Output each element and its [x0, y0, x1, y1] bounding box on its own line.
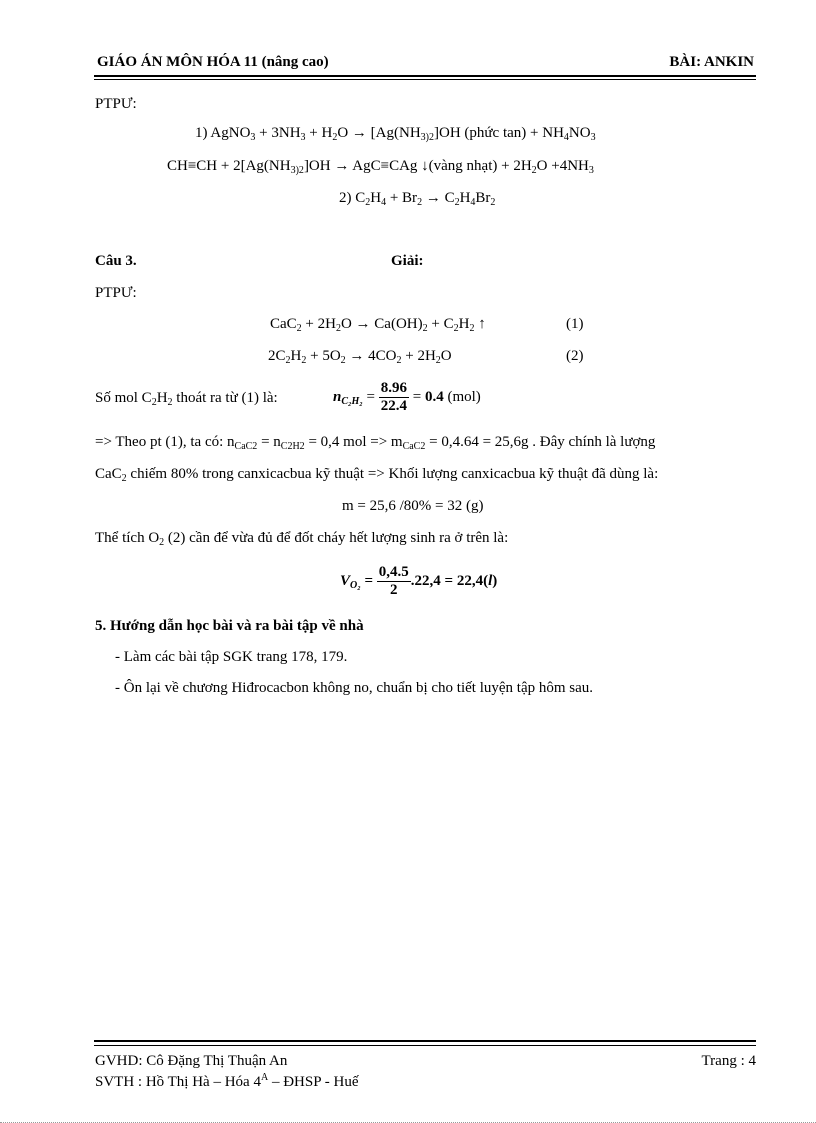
ptpu-label: PTPƯ:: [95, 96, 137, 112]
cac2-line: CaC$_2$ chiếm 80% trong canxicacbua kỹ thuật => Khối lượng canxicacbua kỹ thuật đã dùng là:: [95, 466, 659, 484]
footer-page: Trang : 4: [701, 1053, 756, 1069]
section5-item-1: - Làm các bài tập SGK trang 178, 179.: [115, 649, 348, 665]
section5-title: 5. Hướng dẫn học bài và ra bài tập về nhà: [95, 618, 364, 634]
reaction-2-number: (2): [566, 348, 584, 364]
footer-gvhd: GVHD: Cô Đặng Thị Thuận An: [95, 1053, 288, 1069]
equation-2: $CH\equiv CH + 2[Ag(NH_{3)2}]OH \to AgC\equiv CAg$ ↓(vàng nhạt) + $2H_2O +4NH_3$: [167, 158, 594, 176]
header-left: GIÁO ÁN MÔN HÓA 11 (nâng cao): [97, 54, 329, 70]
mol-formula: $n_{C_2H_2}$ = $\frac{8.96}{22.4}$ = 0.4 (mol): [333, 380, 481, 414]
equation-1: 1) AgNO$_3$ + $3NH_3 + H_2O \to [Ag(NH_{3)2}]OH$ (phức $\tan) + NH_4NO_3$: [195, 125, 596, 143]
header-rule: [94, 75, 756, 77]
cau3-label: Câu 3.: [95, 253, 137, 269]
volume-fraction: $\frac{0,4.5}{2}$: [378, 564, 409, 598]
reaction-1-number: (1): [566, 316, 584, 332]
footer-svth: SVTH : Hồ Thị Hà – Hóa $4^A$ – ĐHSP - Huế: [95, 1072, 359, 1090]
reaction-1: $CaC_2 + 2H_2O \to Ca(OH)_2 + C_2H_2$ ↑: [270, 316, 486, 334]
giai-label: Giải:: [391, 253, 424, 269]
volume-formula: $V_{O_2}$ = $\frac{0,4.5}{2}$ .22,4 = 22,4(l): [340, 564, 498, 598]
equation-3: 2) $C_2H_4 + Br_2 \to C_2H_4Br_2$: [339, 190, 496, 208]
mass-line: m = 25,6 /80% = 32 (g): [342, 498, 484, 514]
header-right: BÀI: ANKIN: [669, 54, 754, 70]
mol-sentence: Số mol $C_2H_2$ thoát ra từ (1) là:: [95, 390, 278, 408]
volume-sentence: Thể tích $O_2$ (2) cần để vừa đủ để đốt cháy hết lượng sinh ra ở trên là:: [95, 530, 509, 548]
theo-pt-line: => Theo pt (1), ta có: $n_{CaC2} = n_{C2H2} = 0,4$ mol => $m_{CaC2} = 0,4.64 = 25,6g$ . Đây chính là lượng: [95, 434, 656, 452]
cau3-ptpu-label: PTPƯ:: [95, 285, 137, 301]
reaction-2: $2C_2H_2 + 5O_2 \to 4CO_2 + 2H_2O$: [268, 348, 452, 366]
footer-rule-thin: [94, 1045, 756, 1046]
section5-item-2: - Ôn lại về chương Hiđrocacbon không no, chuẩn bị cho tiết luyện tập hôm sau.: [115, 680, 594, 696]
mol-fraction: $\frac{8.96}{22.4}$: [380, 380, 407, 414]
header-rule-thin: [94, 79, 756, 80]
footer-rule: [94, 1040, 756, 1042]
